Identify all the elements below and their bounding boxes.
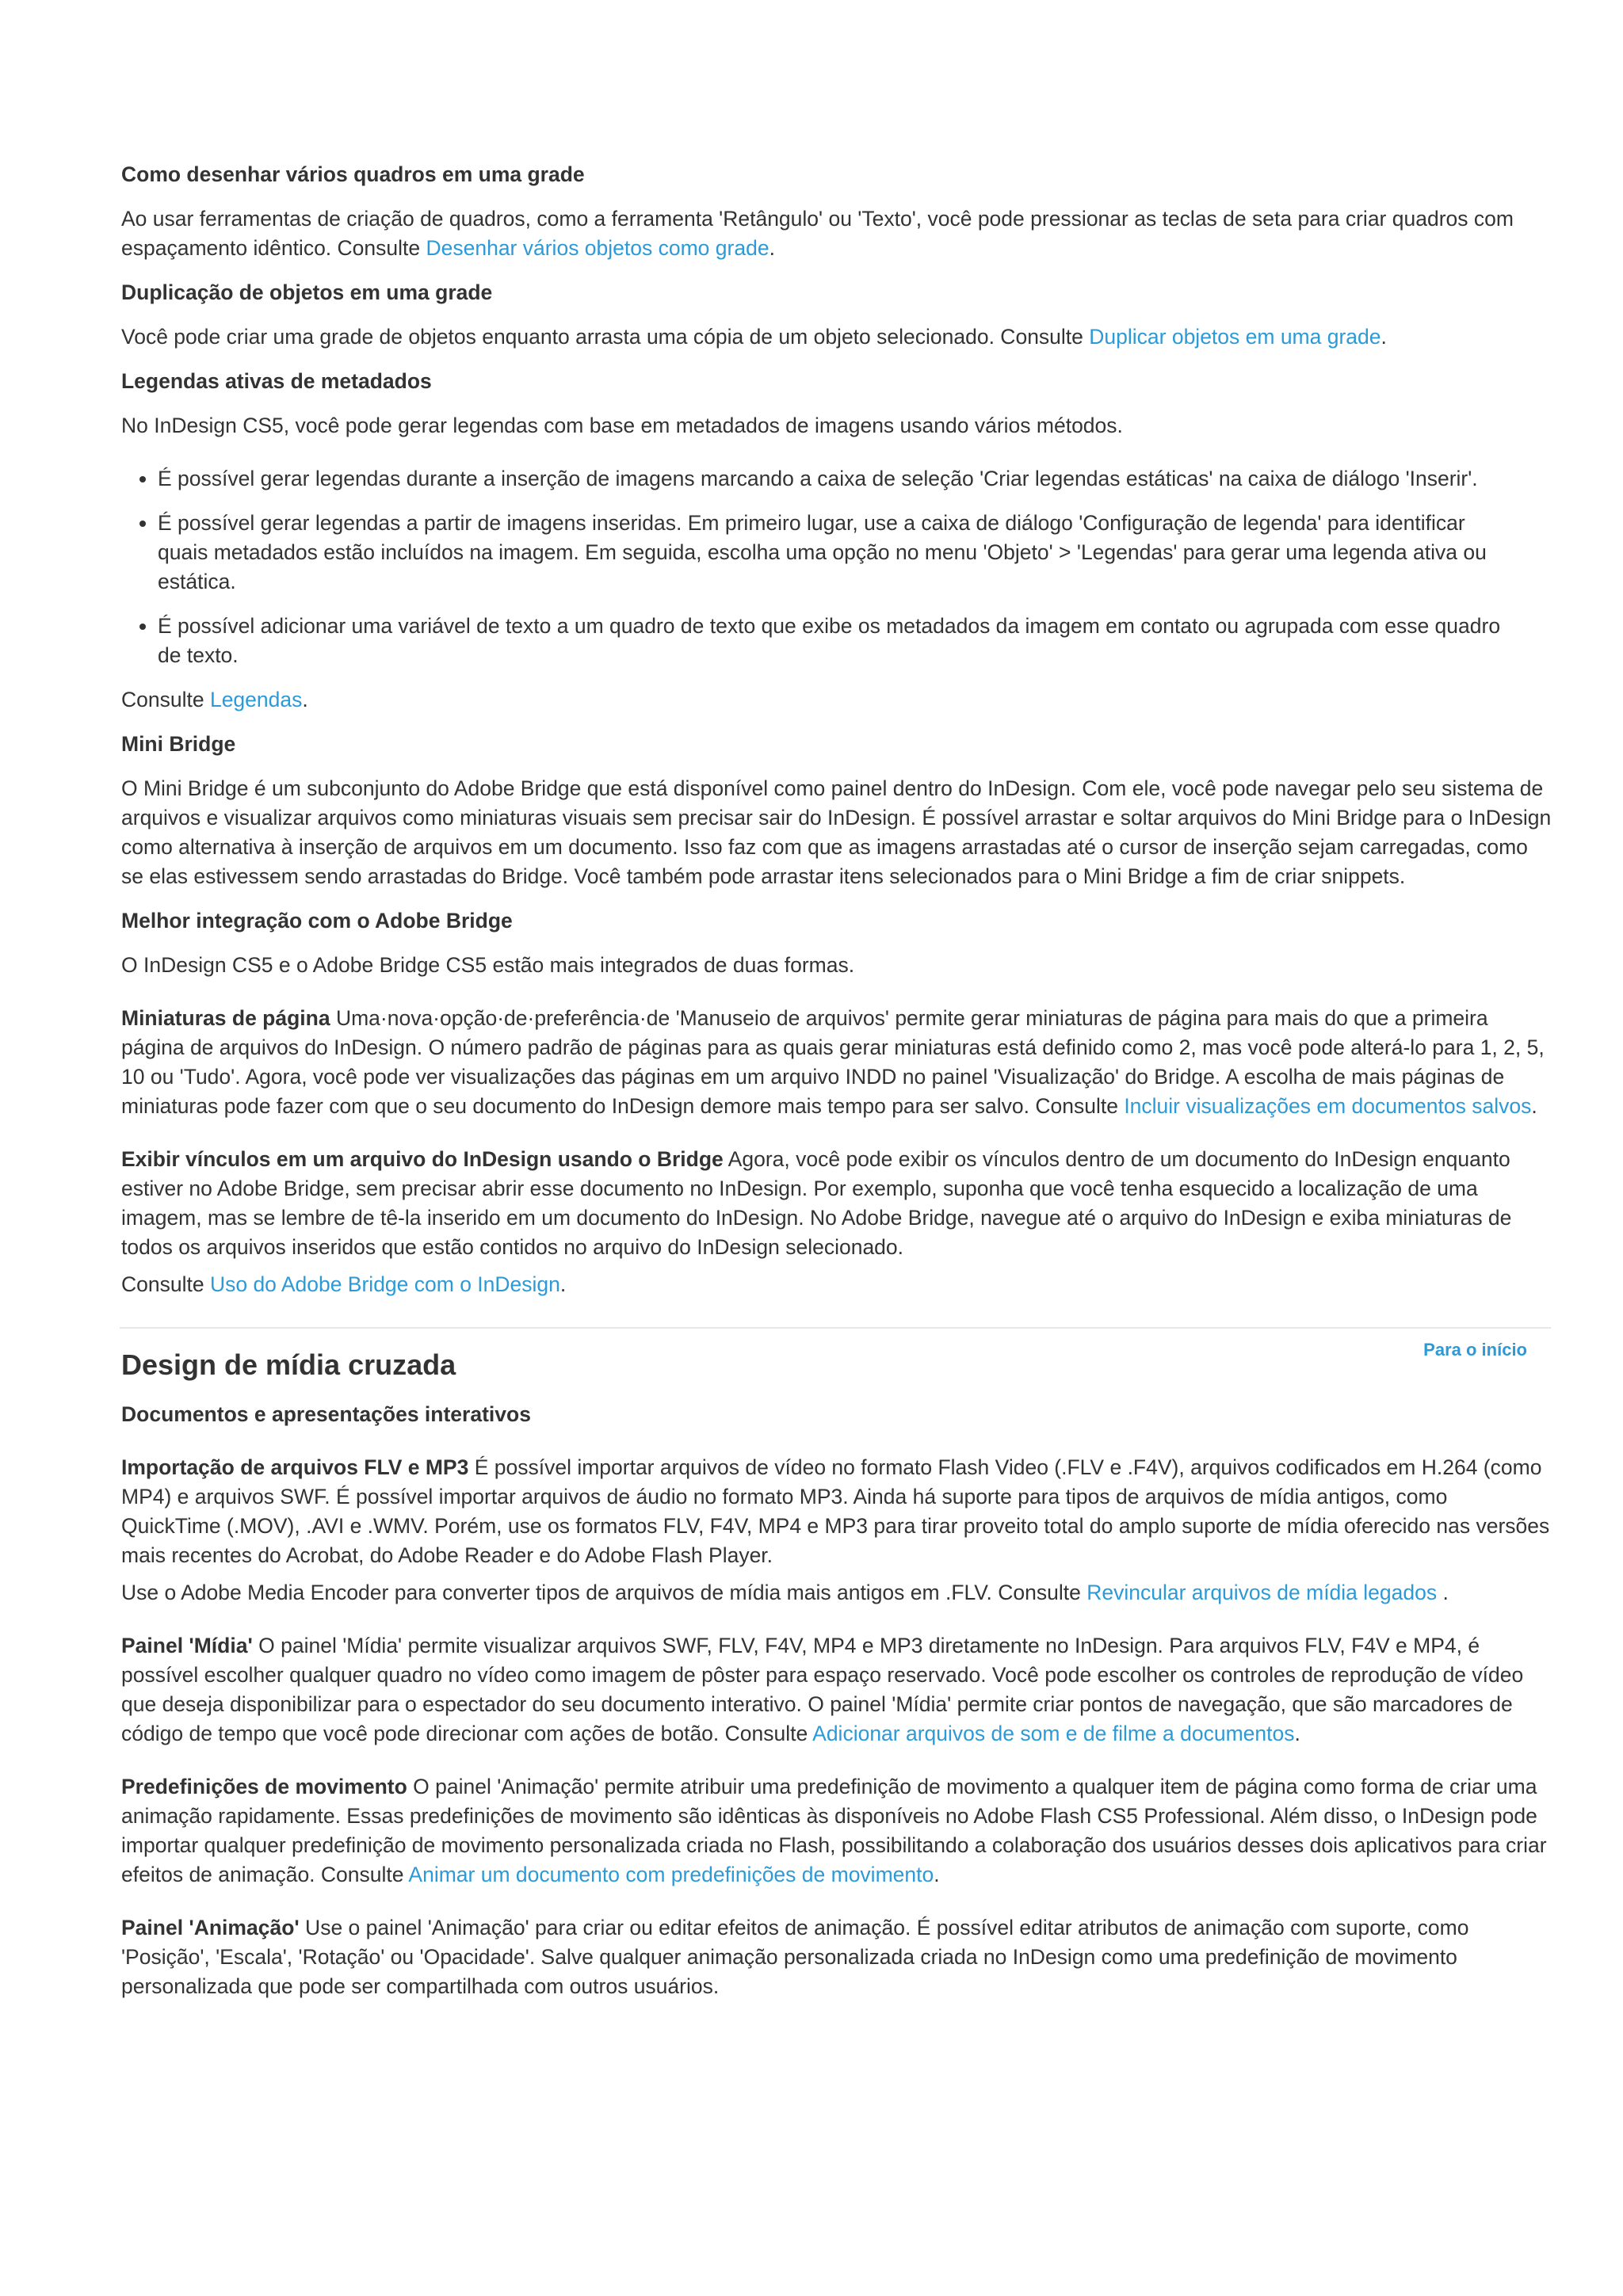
heading-mini-bridge: Mini Bridge <box>121 732 236 756</box>
paragraph-bridge-integration-intro: O InDesign CS5 e o Adobe Bridge CS5 estão mais integrados de duas formas. <box>121 953 855 977</box>
paragraph-media-panel: Painel 'Mídia' O painel 'Mídia' permite visualizar arquivos SWF, FLV, F4V, MP4 e MP3 diretamente no InDesign. Para arquivos FLV, F4V e MP4, é possível escolher qualquer quadro no vídeo como imagem de pôster para espaço reservado. Você pode escolher os controles de reprodução de vídeo que deseja disponibilizar para o espectador do seu documento interativo. O painel 'Mídia' permite criar pontos de navegação, que são marcadores de código de tempo que você pode direcionar com ações de botão. Consulte Adicionar arquivos de som e de filme a documentos. <box>121 1634 1524 1745</box>
section-divider <box>120 1327 1551 1360</box>
back-to-top-link[interactable]: Para o início <box>1423 1340 1527 1360</box>
list-item: • É possível gerar legendas a partir de imagens inseridas. Em primeiro lugar, use a caixa de diálogo 'Configuração de legenda' para identificar quais metadados estão incluídos na imagem. Em seguida, escolha uma opção no menu 'Objeto' > 'Legendas' para gerar uma legenda ativa ou estática. <box>158 509 1505 597</box>
link-add-sound-movie[interactable]: Adicionar arquivos de som e de filme a documentos <box>812 1722 1295 1745</box>
paragraph-page-thumbnails: Miniaturas de página Uma·nova·opção·de·preferência·de 'Manuseio de arquivos' permite gerar miniaturas de página para mais do que a primeira página de arquivos do InDesign. O número padrão de páginas para as quais gerar miniaturas está definido como 2, mas você pode alterá-lo para 1, 2, 5, 10 ou 'Tudo'. Agora, você pode ver visualizações das páginas em um arquivo INDD no painel 'Visualização' do Bridge. A escolha de mais páginas de miniaturas pode fazer com que o seu documento do InDesign demore mais tempo para ser salvo. Consulte Incluir visualizações em documentos salvos. <box>121 1006 1545 1118</box>
list-item: • É possível adicionar uma variável de texto a um quadro de texto que exibe os metadados da imagem em contato ou agrupada com esse quadro de texto. <box>158 612 1505 670</box>
term-view-links-bridge: Exibir vínculos em um arquivo do InDesign usando o Bridge <box>121 1147 724 1171</box>
paragraph-motion-presets: Predefinições de movimento O painel 'Animação' permite atribuir uma predefinição de movimento a qualquer item de página como forma de criar uma animação rapidamente. Essas predefinições de movimento são idênticas às disponíveis no Adobe Flash CS5 Professional. Além disso, o InDesign pode importar qualquer predefinição de movimento personalizada criada no Flash, possibilitando a colaboração dos usuários desses dois aplicativos para criar efeitos de animação. Consulte Animar um documento com predefinições de movimento. <box>121 1775 1547 1886</box>
link-include-previews[interactable]: Incluir visualizações em documentos salvos <box>1124 1094 1532 1118</box>
document-page <box>121 160 1552 2016</box>
link-captions[interactable]: Legendas <box>209 688 303 711</box>
heading-interactive-documents: Documentos e apresentações interativos <box>121 1402 531 1426</box>
term-media-panel: Painel 'Mídia' <box>121 1634 253 1657</box>
list-caption-methods <box>121 464 1505 670</box>
paragraph-animation-panel: Painel 'Animação' Use o painel 'Animação' para criar ou editar efeitos de animação. É possível editar atributos de animação com suporte, como 'Posição', 'Escala', 'Rotação' ou 'Opacidade'. Salve qualquer animação personalizada criada no InDesign como uma predefinição de movimento personalizada que pode ser compartilhada com outros usuários. <box>121 1916 1469 1998</box>
heading-cross-media-design: Design de mídia cruzada <box>121 1348 456 1381</box>
term-animation-panel: Painel 'Animação' <box>121 1916 300 1939</box>
link-duplicate-objects-grid[interactable]: Duplicar objetos em uma grade <box>1089 325 1381 349</box>
term-flv-mp3-import: Importação de arquivos FLV e MP3 <box>121 1455 469 1479</box>
paragraph-duplicate-objects-grid: Você pode criar uma grade de objetos enquanto arrasta uma cópia de um objeto selecionado. Consulte Duplicar objetos em uma grade. <box>121 325 1387 349</box>
paragraph-live-captions-intro: No InDesign CS5, você pode gerar legendas com base em metadados de imagens usando vários métodos. <box>121 414 1123 437</box>
term-motion-presets: Predefinições de movimento <box>121 1775 407 1798</box>
paragraph-flv-mp3-import: Importação de arquivos FLV e MP3 É possível importar arquivos de vídeo no formato Flash Video (.FLV e .F4V), arquivos codificados em H.264 (como MP4) e arquivos SWF. É possível importar arquivos de áudio no formato MP3. Ainda há suporte para tipos de arquivos de mídia antigos, como QuickTime (.MOV), .AVI e .WMV. Porém, use os formatos FLV, F4V, MP4 e MP3 para tirar proveito total do amplo suporte de mídia oferecido nas versões mais recentes do Acrobat, do Adobe Reader e do Adobe Flash Player. <box>121 1455 1550 1567</box>
paragraph-draw-frames-grid: Ao usar ferramentas de criação de quadros, como a ferramenta 'Retângulo' ou 'Texto', você pode pressionar as teclas de seta para criar quadros com espaçamento idêntico. Consulte Desenhar vários objetos como grade. <box>121 207 1514 260</box>
link-relink-legacy-media[interactable]: Revincular arquivos de mídia legados <box>1086 1581 1438 1604</box>
link-draw-objects-grid[interactable]: Desenhar vários objetos como grade <box>426 236 769 260</box>
paragraph-bridge-consult: Consulte Uso do Adobe Bridge com o InDesign. <box>121 1272 567 1296</box>
paragraph-mini-bridge: O Mini Bridge é um subconjunto do Adobe Bridge que está disponível como painel dentro do InDesign. Com ele, você pode navegar pelo seu sistema de arquivos e visualizar arquivos como miniaturas visuais sem precisar sair do InDesign. É possível arrastar e soltar arquivos do Mini Bridge para o InDesign como alternativa à inserção de arquivos em um documento. Isso faz com que as imagens arrastadas até o cursor de inserção sejam carregadas, como se elas estivessem sendo arrastadas do Bridge. Você também pode arrastar itens selecionados para o Mini Bridge a fim de criar snippets. <box>121 776 1552 888</box>
list-item: • É possível gerar legendas durante a inserção de imagens marcando a caixa de seleção 'Criar legendas estáticas' na caixa de diálogo 'Inserir'. <box>158 464 1505 494</box>
heading-live-captions: Legendas ativas de metadados <box>121 369 432 393</box>
heading-draw-frames-grid: Como desenhar vários quadros em uma grade <box>121 162 585 186</box>
heading-bridge-integration: Melhor integração com o Adobe Bridge <box>121 909 513 933</box>
paragraph-captions-consult: Consulte Legendas. <box>121 688 308 711</box>
link-using-bridge-indesign[interactable]: Uso do Adobe Bridge com o InDesign <box>209 1272 560 1296</box>
link-animate-motion-presets[interactable]: Animar um documento com predefinições de movimento <box>408 1863 934 1886</box>
term-page-thumbnails: Miniaturas de página <box>121 1006 330 1030</box>
paragraph-view-links-bridge: Exibir vínculos em um arquivo do InDesign usando o Bridge Agora, você pode exibir os vínculos dentro de um documento do InDesign enquanto estiver no Adobe Bridge, sem precisar abrir esse documento no InDesign. Por exemplo, suponha que você tenha esquecido a localização de uma imagem, mas se lembre de tê-la inserido em um documento do InDesign. No Adobe Bridge, navegue até o arquivo do InDesign e exiba miniaturas de todos os arquivos inseridos que estão contidos no arquivo do InDesign selecionado. <box>121 1147 1512 1259</box>
heading-duplicate-objects-grid: Duplicação de objetos em uma grade <box>121 280 493 304</box>
paragraph-media-encoder: Use o Adobe Media Encoder para converter tipos de arquivos de mídia mais antigos em .FLV. Consulte Revincular arquivos de mídia legados . <box>121 1581 1449 1604</box>
